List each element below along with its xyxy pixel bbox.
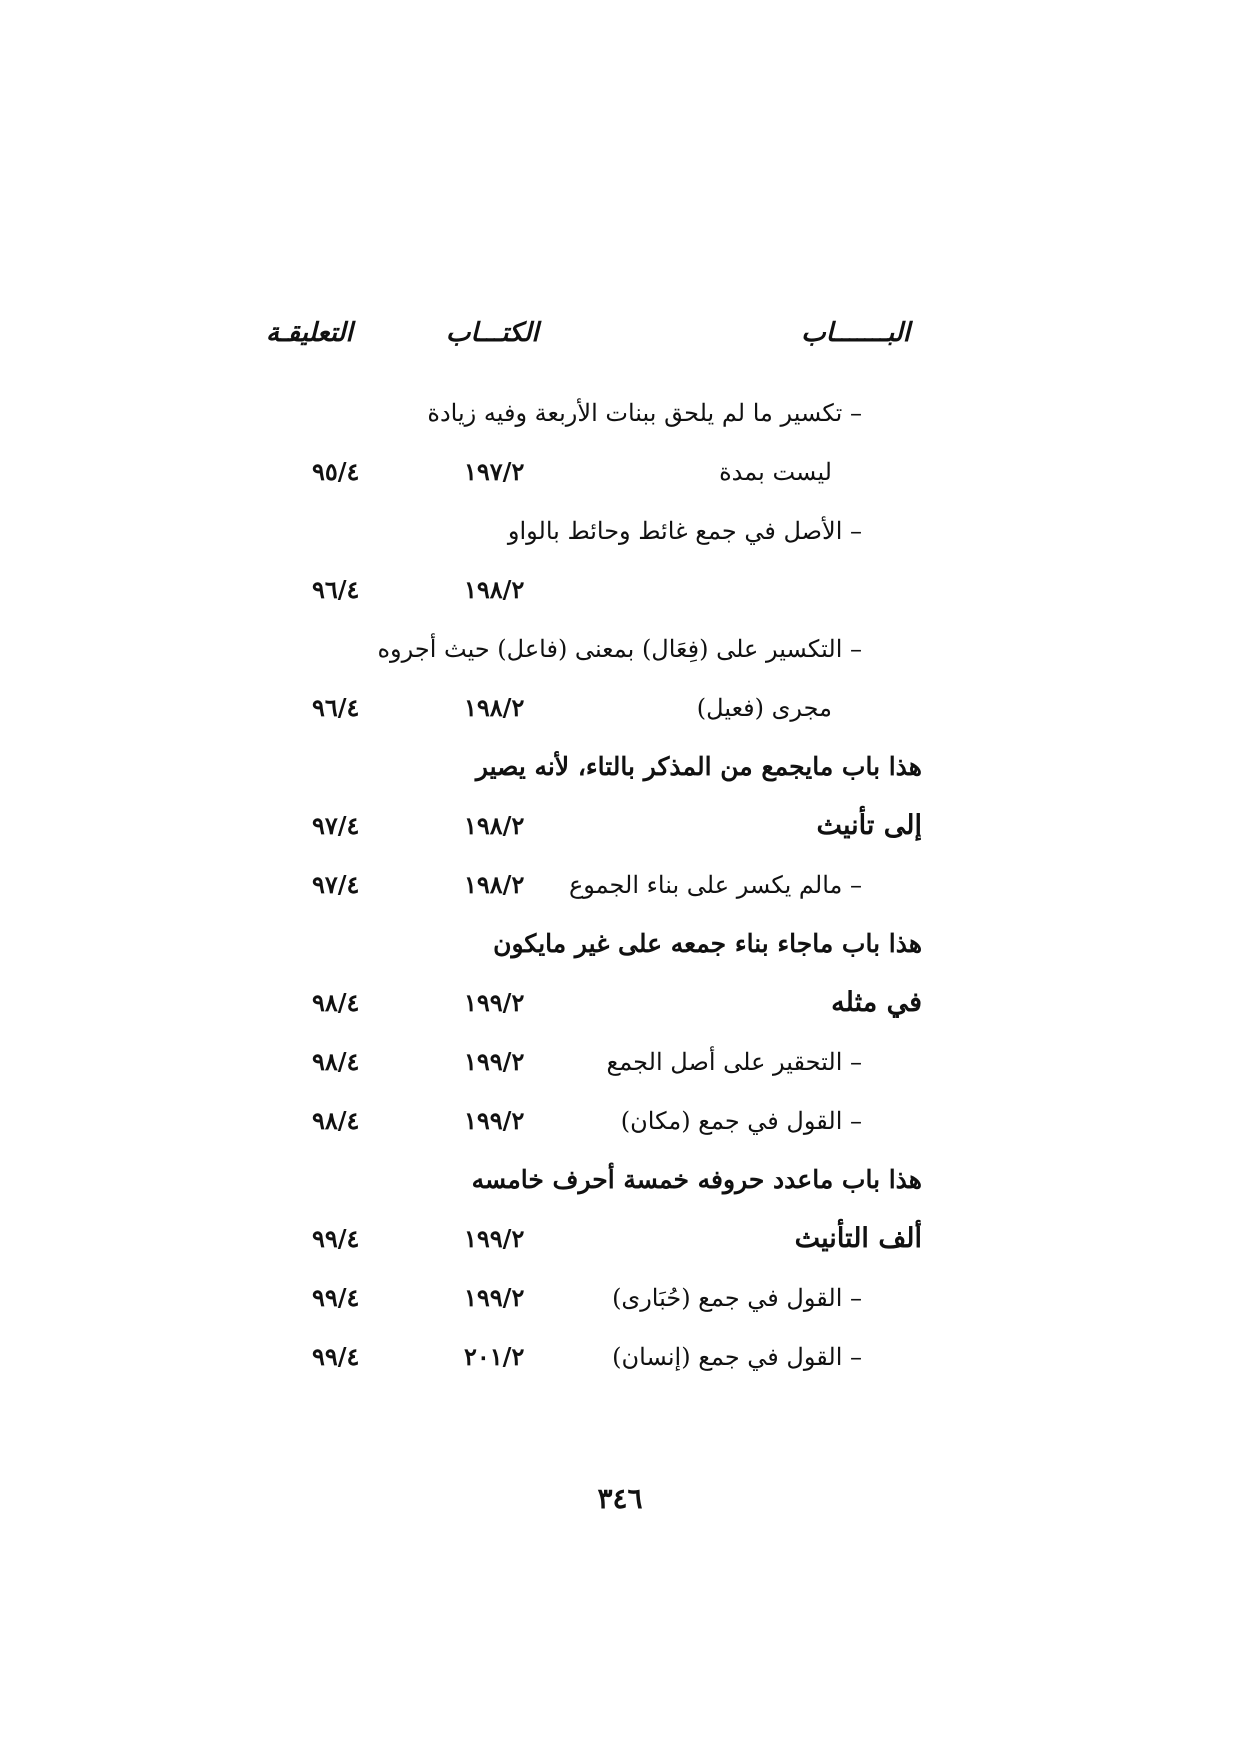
entry-text: – تكسير ما لم يلحق ببنات الأربعة وفيه زيادة (427, 399, 862, 427)
index-row (0, 396, 1240, 446)
taliqa-ref: ٩٩/٤ (312, 1283, 360, 1312)
index-row (0, 809, 1240, 859)
index-row (0, 1340, 1240, 1390)
entry-text: – القول في جمع (حُبَارى) (612, 1284, 862, 1312)
header-bab: البـــــــاب (801, 318, 910, 348)
taliqa-ref: ٩٦/٤ (312, 575, 360, 604)
index-row (0, 514, 1240, 564)
section-heading: في مثله (831, 987, 922, 1018)
header-kitab: الكتـــاب (446, 318, 539, 348)
index-row (0, 986, 1240, 1036)
index-row (0, 691, 1240, 741)
taliqa-ref: ٩٩/٤ (312, 1224, 360, 1253)
index-row (0, 868, 1240, 918)
taliqa-ref: ٩٧/٤ (312, 811, 360, 840)
index-row (0, 455, 1240, 505)
entry-text: – التكسير على (فِعَال) بمعنى (فاعل) حيث أجروه (377, 635, 862, 663)
section-heading: ألف التأنيث (794, 1223, 922, 1254)
kitab-ref: ٢٠١/٢ (464, 1342, 525, 1371)
kitab-ref: ١٩٨/٢ (464, 693, 525, 722)
taliqa-ref: ٩٨/٤ (312, 1106, 360, 1135)
index-row (0, 927, 1240, 977)
entry-text: ليست بمدة (719, 458, 832, 486)
section-heading: هذا باب مايجمع من المذكر بالتاء، لأنه يصير (475, 752, 922, 781)
entry-text: – مالم يكسر على بناء الجموع (568, 871, 862, 899)
entry-text: – التحقير على أصل الجمع (606, 1048, 862, 1076)
entry-text: – الأصل في جمع غائط وحائط بالواو (507, 517, 862, 545)
index-row (0, 1222, 1240, 1272)
index-row (0, 573, 1240, 623)
kitab-ref: ١٩٨/٢ (464, 811, 525, 840)
taliqa-ref: ٩٧/٤ (312, 870, 360, 899)
kitab-ref: ١٩٩/٢ (464, 988, 525, 1017)
kitab-ref: ١٩٩/٢ (464, 1106, 525, 1135)
taliqa-ref: ٩٦/٤ (312, 693, 360, 722)
kitab-ref: ١٩٩/٢ (464, 1224, 525, 1253)
page-number: ٣٤٦ (597, 1482, 643, 1515)
kitab-ref: ١٩٩/٢ (464, 1283, 525, 1312)
taliqa-ref: ٩٨/٤ (312, 1047, 360, 1076)
index-row (0, 750, 1240, 800)
kitab-ref: ١٩٨/٢ (464, 575, 525, 604)
index-row (0, 1104, 1240, 1154)
entry-text: – القول في جمع (مكان) (620, 1107, 862, 1135)
section-heading: إلى تأنيث (816, 810, 922, 841)
section-heading: هذا باب ماعدد حروفه خمسة أحرف خامسه (471, 1165, 922, 1194)
section-heading: هذا باب ماجاء بناء جمعه على غير مايكون (493, 929, 922, 958)
entry-text: مجرى (فعيل) (696, 694, 832, 722)
entry-text: – القول في جمع (إنسان) (612, 1343, 862, 1371)
index-row (0, 1163, 1240, 1213)
taliqa-ref: ٩٥/٤ (312, 457, 360, 486)
kitab-ref: ١٩٩/٢ (464, 1047, 525, 1076)
taliqa-ref: ٩٨/٤ (312, 988, 360, 1017)
header-taliqa: التعليقـة (266, 318, 353, 348)
kitab-ref: ١٩٨/٢ (464, 870, 525, 899)
taliqa-ref: ٩٩/٤ (312, 1342, 360, 1371)
kitab-ref: ١٩٧/٢ (464, 457, 525, 486)
index-row (0, 1281, 1240, 1331)
index-row (0, 1045, 1240, 1095)
index-row (0, 632, 1240, 682)
